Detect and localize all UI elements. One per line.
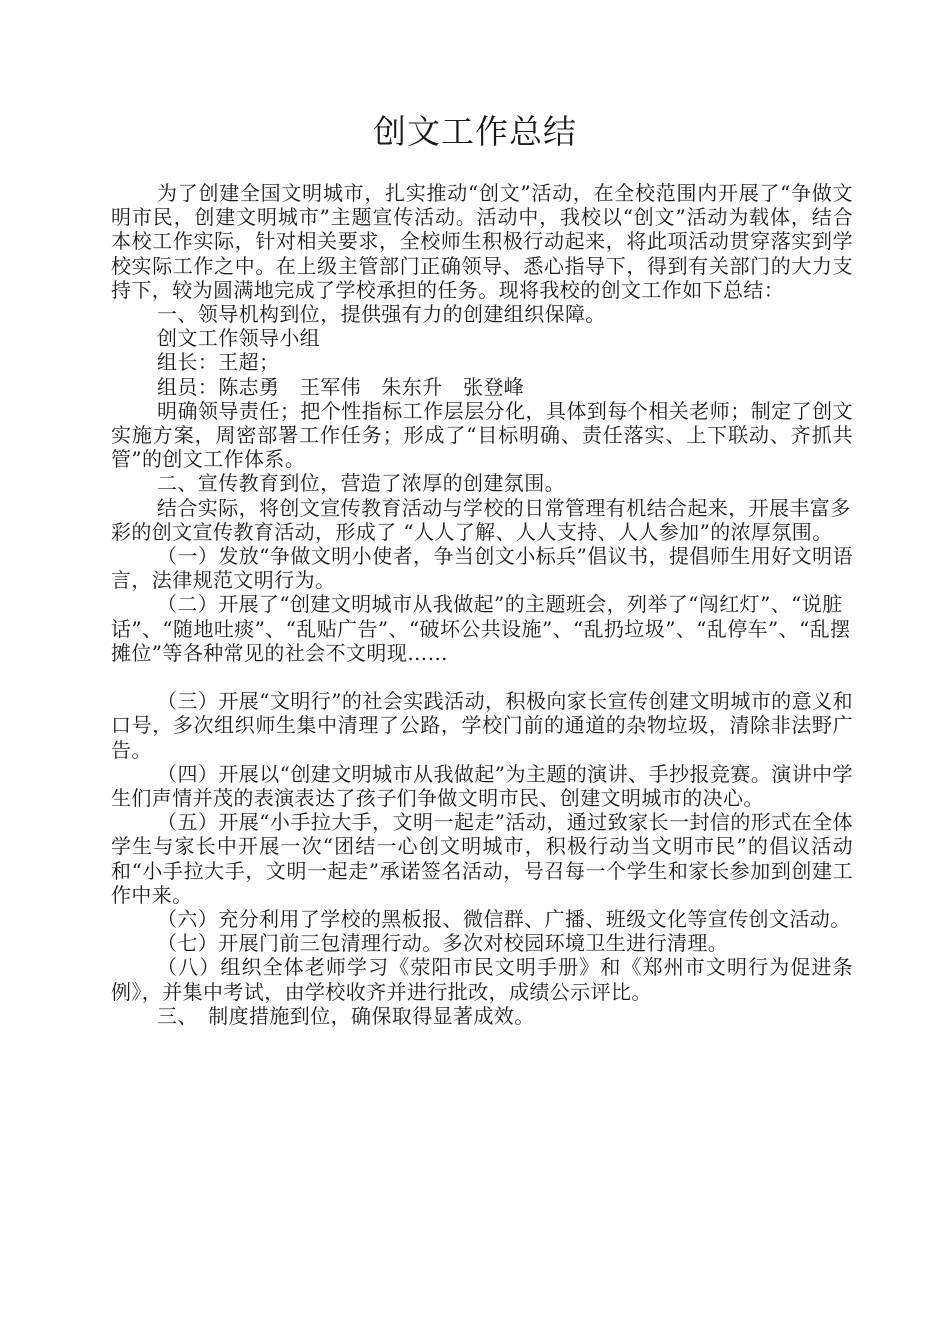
section-heading-3: 三、 制度措施到位，确保取得显著成效。 — [157, 1003, 535, 1028]
paragraph-item-5: （五）开展“小手拉大手，文明一起走”活动，通过致家长一封信的形式在全体学生与家长中开展一次“团结一心创文明城市，积极行动当文明市民”的倡议活动和“小手拉大手，文明一起走”承诺签名活动，号召每一个学生和家长参加到创建工作中来。 — [111, 810, 853, 907]
paragraph-item-8: （八）组织全体老师学习《荥阳市民文明手册》和《郑州市文明行为促进条例》，并集中考试，由学校收齐并进行批改，成绩公示评比。 — [111, 955, 853, 1004]
paragraph-leader: 组长：王超； — [157, 350, 280, 375]
paragraph-group-name: 创文工作领导小组 — [157, 326, 321, 351]
document-body — [111, 181, 853, 1028]
document-title: 创文工作总结 — [373, 112, 577, 151]
paragraph-responsibility: 明确领导责任；把个性指标工作层层分化，具体到每个相关老师；制定了创文实施方案，周密部署工作任务；形成了“目标明确、责任落实、上下联动、齐抓共管”的创文工作体系。 — [111, 398, 853, 472]
paragraph-combine: 结合实际，将创文宣传教育活动与学校的日常管理有机结合起来，开展丰富多彩的创文宣传教育活动，形成了 “人人了解、人人支持、人人参加”的浓厚氛围。 — [111, 495, 851, 544]
blank-line — [111, 665, 853, 689]
section-heading-2: 二、宣传教育到位，营造了浓厚的创建氛围。 — [157, 471, 565, 496]
paragraph-item-6: （六）充分利用了学校的黑板报、微信群、广播、班级文化等宣传创文活动。 — [157, 907, 851, 932]
paragraph-item-7: （七）开展门前三包清理行动。多次对校园环境卫生进行清理。 — [157, 931, 729, 956]
paragraph-item-1: （一）发放“争做文明小使者，争当创文小标兵”倡议书，提倡师生用好文明语言，法律规范文明行为。 — [111, 544, 853, 593]
paragraph-item-3: （三）开展“文明行”的社会实践活动，积极向家长宣传创建文明城市的意义和口号，多次组织师生集中清理了公路，学校门前的通道的杂物垃圾，清除非法野广告。 — [111, 689, 853, 762]
paragraph-members: 组员：陈志勇 王军伟 朱东升 张登峰 — [157, 374, 525, 399]
paragraph-item-2: （二）开展了“创建文明城市从我做起”的主题班会，列举了“闯红灯”、“说脏话”、“随地吐痰”、“乱贴广告”、“破坏公共设施”、“乱扔垃圾”、“乱停车”、“乱摆摊位”等各种常见的社会不文明现…… — [111, 592, 851, 665]
paragraph-intro: 为了创建全国文明城市，扎实推动“创文”活动，在全校范围内开展了“争做文明市民，创建文明城市”主题宣传活动。活动中，我校以“创文”活动为载体，结合本校工作实际，针对相关要求，全校师生积极行动起来，将此项活动贯穿落实到学校实际工作之中。在上级主管部门正确领导、悉心指导下，得到有关部门的大力支持下，较为圆满地完成了学校承担的任务。现将我校的创文工作如下总结： — [111, 181, 853, 302]
section-heading-1: 一、领导机构到位，提供强有力的创建组织保障。 — [157, 302, 606, 327]
paragraph-item-4: （四）开展以“创建文明城市从我做起”为主题的演讲、手抄报竞赛。演讲中学生们声情并茂的表演表达了孩子们争做文明市民、创建文明城市的决心。 — [111, 761, 853, 811]
